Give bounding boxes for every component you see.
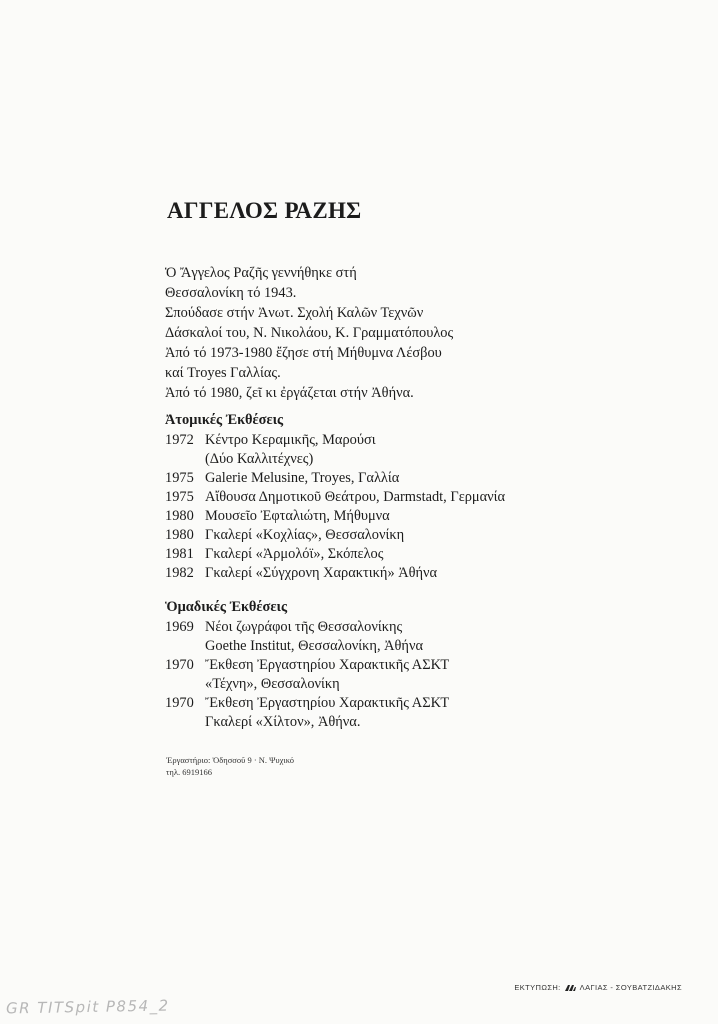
exhibition-text: «Τέχνη», Θεσσαλονίκη: [205, 676, 340, 692]
page-title: ΑΓΓΕΛΟΣ ΡΑΖΗΣ: [167, 198, 362, 223]
bio-line: Ἀπό τό 1980, ζεῖ κι ἐργάζεται στήν Ἀθήνα.: [165, 385, 414, 401]
studio-contact: [166, 754, 294, 778]
bio-line: Δάσκαλοί του, Ν. Νικολάου, Κ. Γραμματόπουλος: [165, 325, 454, 341]
exhibition-entry: [165, 564, 615, 583]
printer-credit: [514, 983, 682, 992]
exhibition-text: Γκαλερί «Χίλτον», Ἀθήνα.: [205, 714, 361, 730]
exhibition-year: 1980: [165, 527, 194, 543]
exhibition-text: Κέντρο Κεραμικῆς, Μαρούσι: [205, 432, 376, 448]
studio-phone: τηλ. 6919166: [166, 767, 212, 777]
exhibition-year: 1980: [165, 508, 194, 524]
exhibition-year: 1981: [165, 546, 194, 562]
exhibition-year: 1972: [165, 432, 194, 448]
exhibition-year: 1970: [165, 695, 194, 711]
exhibition-year: 1970: [165, 657, 194, 673]
bio-line: Σπούδασε στήν Ἀνωτ. Σχολή Καλῶν Τεχνῶν: [165, 305, 424, 321]
exhibition-year: 1982: [165, 565, 194, 581]
exhibition-text: Galerie Melusine, Troyes, Γαλλία: [205, 470, 400, 486]
bio-line: Θεσσαλονίκη τό 1943.: [165, 285, 297, 301]
archive-handwritten-mark: GR TITSpit P854_2: [5, 996, 170, 1018]
exhibition-text: Goethe Institut, Θεσσαλονίκη, Ἀθήνα: [205, 638, 423, 654]
exhibition-text: Γκαλερί «Ἀρμολόϊ», Σκόπελος: [205, 546, 384, 562]
studio-address: Ἐργαστήριο: Ὀδησσοῦ 9 · Ν. Ψυχικό: [166, 755, 295, 765]
bio-line: Ἀπό τό 1973-1980 ἔζησε στή Μήθυμνα Λέσβου: [165, 345, 442, 361]
bio-line: Ὁ Ἄγγελος Ραζῆς γεννήθηκε στή: [165, 265, 357, 281]
exhibition-entry: [165, 488, 615, 507]
exhibition-text: (Δύο Καλλιτέχνες): [205, 451, 314, 467]
solo-exhibitions-section: [165, 411, 615, 583]
biography: [165, 263, 585, 403]
exhibition-entry: [165, 507, 615, 526]
exhibition-year: 1975: [165, 489, 194, 505]
exhibition-entry: [165, 545, 615, 564]
exhibition-year: 1969: [165, 619, 194, 635]
exhibition-text: Γκαλερί «Κοχλίας», Θεσσαλονίκη: [205, 527, 405, 543]
printer-label: ΕΚΤΥΠΩΣΗ:: [514, 983, 561, 992]
exhibition-entry: [165, 526, 615, 545]
exhibition-text: Ἔκθεση Ἐργαστηρίου Χαρακτικῆς ΑΣΚΤ: [205, 657, 450, 673]
bio-line: καί Troyes Γαλλίας.: [165, 365, 281, 381]
printer-name: ΛΑΓΙΑΣ - ΣΟΥΒΑΤΖΙΔΑΚΗΣ: [579, 983, 682, 992]
exhibition-text: Νέοι ζωγράφοι τῆς Θεσσαλονίκης: [205, 619, 403, 635]
exhibition-entry: [165, 656, 615, 694]
exhibition-entry: [165, 431, 615, 469]
exhibition-text: Αἴθουσα Δημοτικοῦ Θεάτρου, Darmstadt, Γερμανία: [205, 489, 506, 505]
group-exhibitions-heading: Ὁμαδικές Ἐκθέσεις: [165, 599, 288, 615]
printer-logo-icon: [565, 984, 576, 992]
solo-exhibitions-heading: Ἀτομικές Ἐκθέσεις: [165, 412, 284, 428]
exhibition-text: Γκαλερί «Σύγχρονη Χαρακτική» Ἀθήνα: [205, 565, 438, 581]
exhibition-text: Μουσεῖο Ἐφταλιώτη, Μήθυμνα: [205, 508, 390, 524]
group-exhibitions-section: [165, 598, 615, 732]
exhibition-entry: [165, 618, 615, 656]
exhibition-entry: [165, 694, 615, 732]
exhibition-entry: [165, 469, 615, 488]
exhibition-year: 1975: [165, 470, 194, 486]
exhibition-text: Ἔκθεση Ἐργαστηρίου Χαρακτικῆς ΑΣΚΤ: [205, 695, 450, 711]
